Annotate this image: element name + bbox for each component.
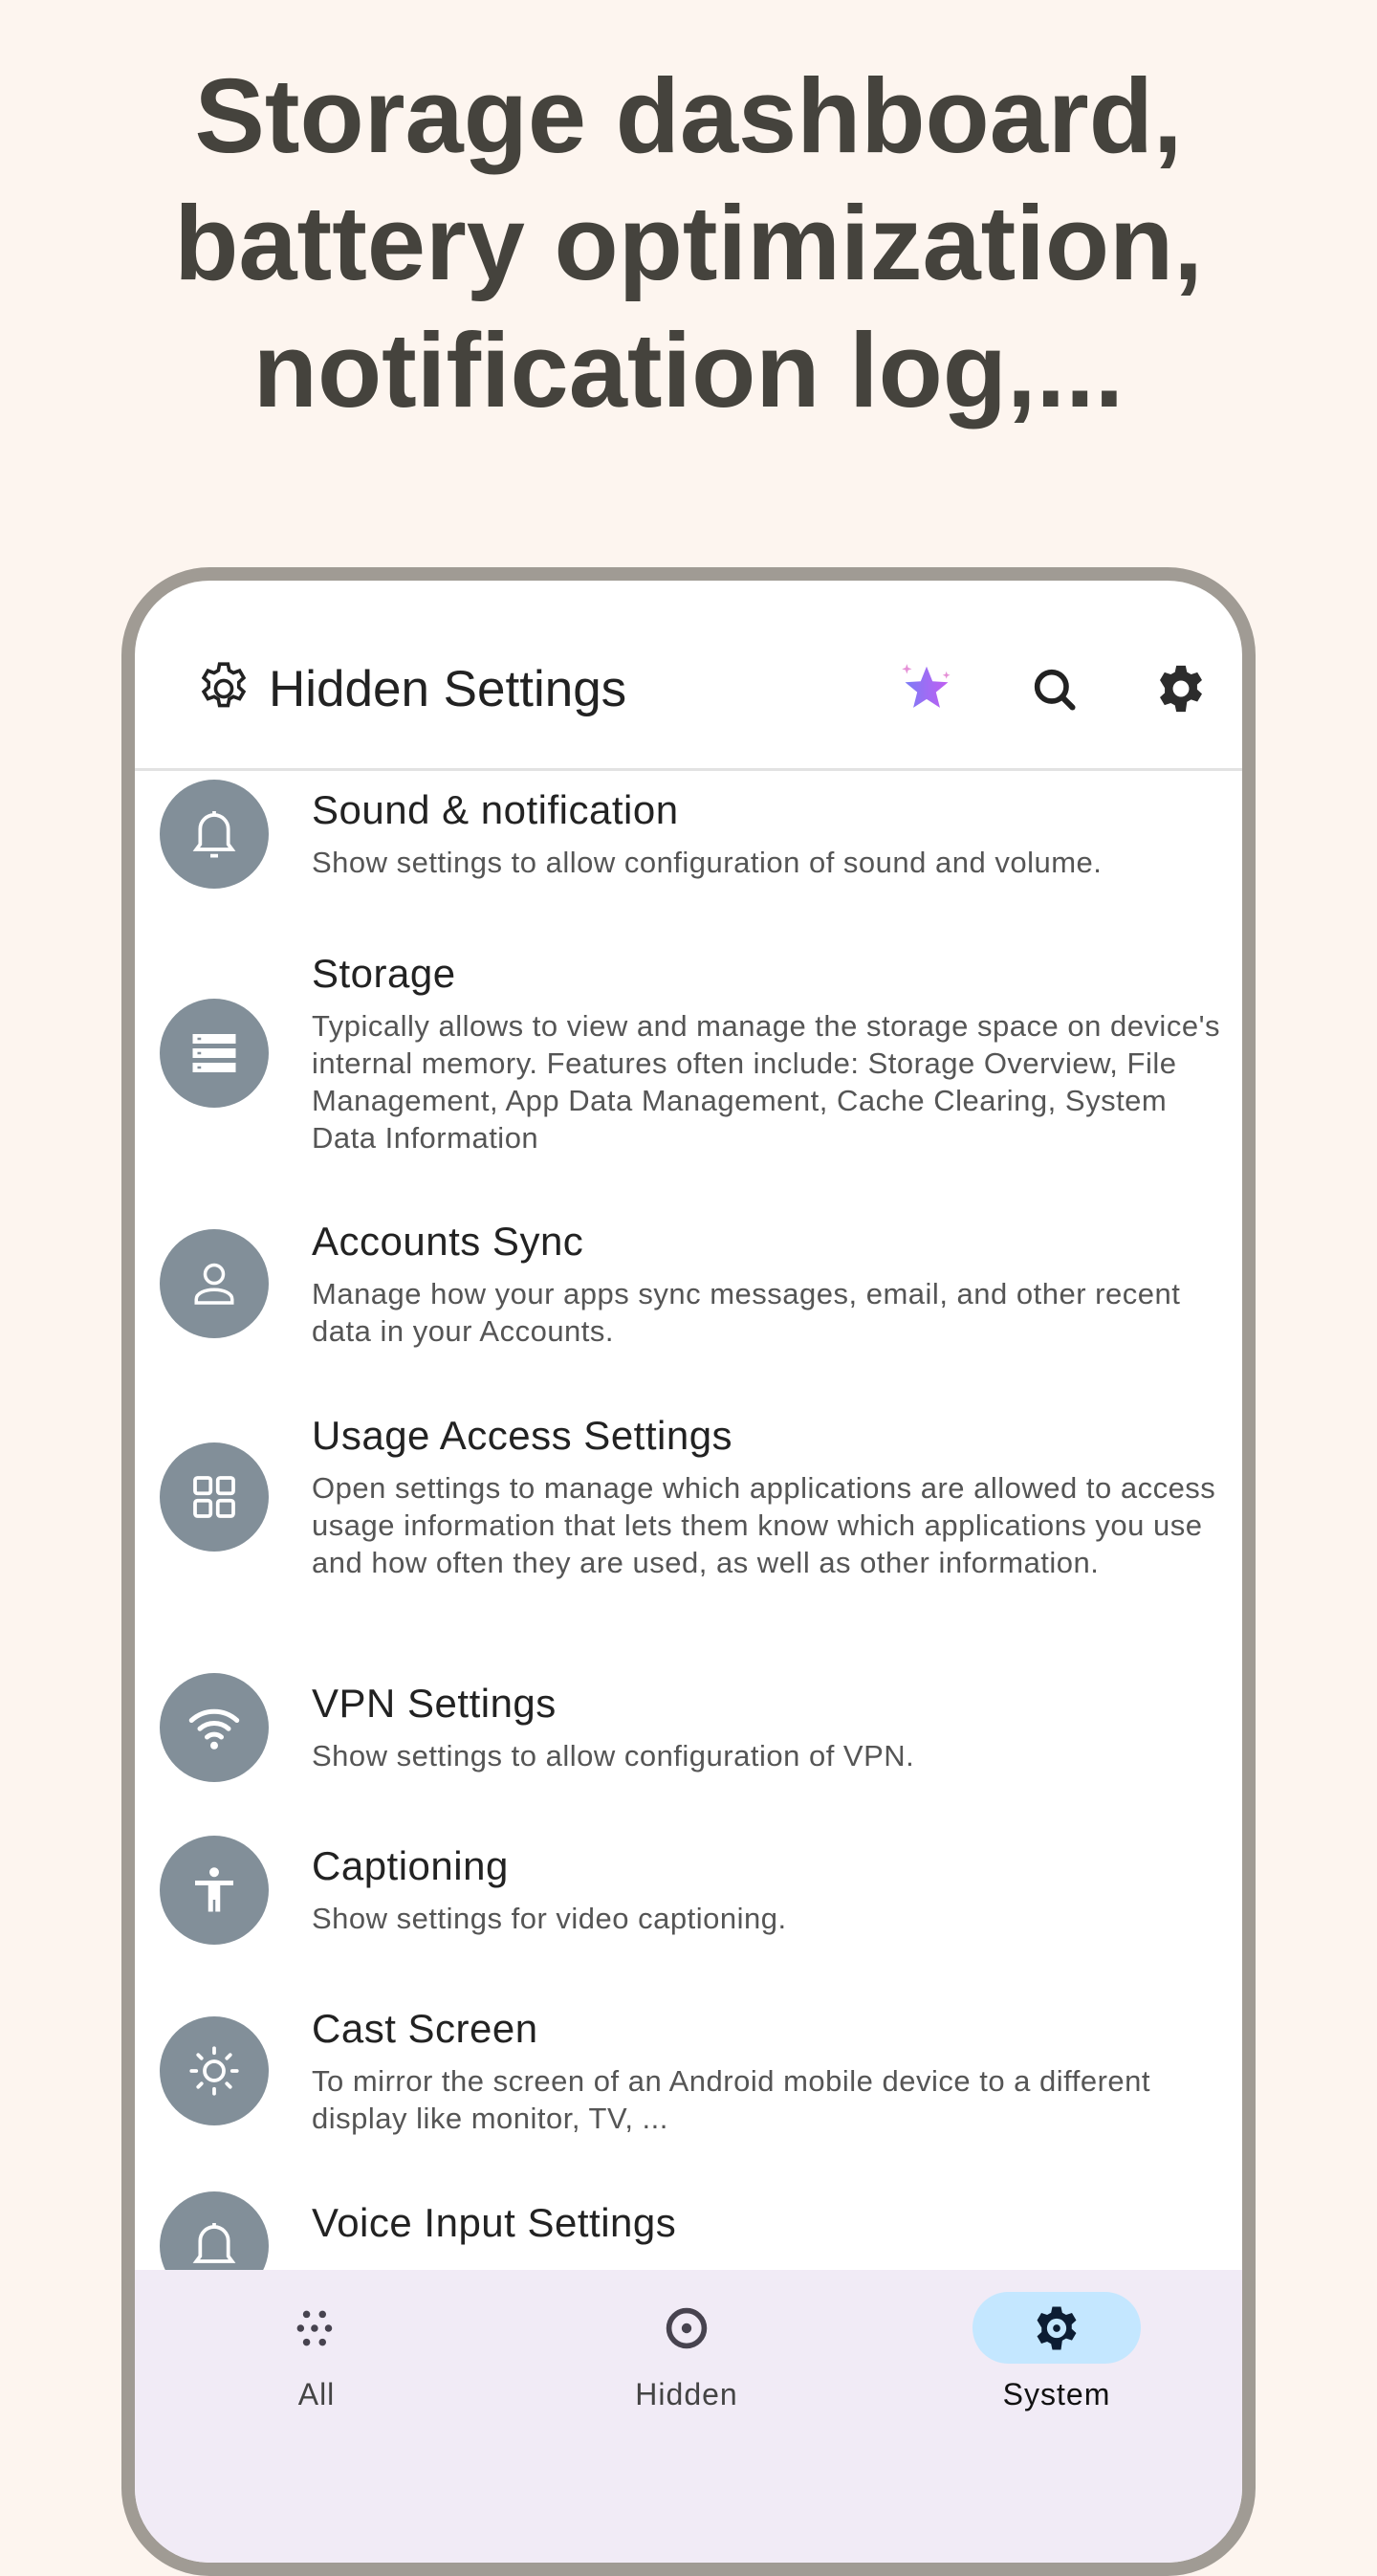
bell-icon [160,780,269,889]
tab-label: System [1002,2377,1111,2411]
search-icon [1029,664,1079,714]
settings-button[interactable] [1149,657,1213,720]
list-item-usage-access[interactable] [135,1412,1242,1581]
phone-frame [121,567,1256,2576]
tab-all[interactable] [173,2270,460,2461]
target-icon [602,2292,771,2364]
person-icon [160,1229,269,1338]
tab-system[interactable] [913,2270,1200,2461]
item-title: Cast Screen [312,2006,538,2051]
dots-icon [232,2292,401,2364]
list-item-voice-input[interactable] [135,2199,1242,2247]
bottom-navigation [135,2270,1242,2576]
active-indicator [973,2292,1141,2364]
item-title: Usage Access Settings [312,1413,733,1458]
list-item-vpn[interactable] [135,1680,1242,1774]
item-desc: Show settings for video captioning. [312,1902,787,1935]
list-item-captioning[interactable] [135,1842,1242,1937]
item-desc: Show settings to allow configuration of sound and volume. [312,846,1103,879]
headline-line: battery optimization, [174,185,1203,302]
item-title: VPN Settings [312,1681,557,1726]
wifi-icon [160,1673,269,1782]
item-title: Voice Input Settings [312,2200,677,2245]
app-bar [135,581,1242,771]
tab-label: All [297,2377,336,2411]
item-title: Accounts Sync [312,1219,584,1264]
item-title: Captioning [312,1843,509,1888]
grid-icon [160,1442,269,1552]
storage-icon [160,999,269,1108]
headline-line: Storage dashboard, [194,57,1183,175]
settings-icon [1153,661,1209,716]
search-button[interactable] [1022,657,1085,720]
list-item-accounts-sync[interactable] [135,1218,1242,1350]
item-desc: Open settings to manage which applications are allowed to access usage information that lets them know which applications you use and how often they are used, as well as other information. [312,1471,1216,1579]
headline [0,53,1377,434]
item-desc: Show settings to allow configuration of VPN. [312,1739,915,1772]
gear-outline-icon [194,659,253,718]
item-title: Sound & notification [312,787,679,832]
tab-hidden[interactable] [543,2270,830,2461]
headline-line: notification log,... [252,312,1125,429]
item-desc: Typically allows to view and manage the storage space on device's internal memory. Features often include: Storage Overview, File Management, App Data Management, Cache Clearing, System Data Information [312,1009,1220,1155]
premium-star-icon [897,659,956,718]
system-gear-icon [1031,2302,1082,2354]
brightness-icon [160,2016,269,2125]
app-title: Hidden Settings [269,661,627,717]
item-desc: Manage how your apps sync messages, email, and other recent data in your Accounts. [312,1277,1181,1348]
list-item-storage[interactable] [135,950,1242,1156]
list-item-sound[interactable] [135,786,1242,881]
tab-label: Hidden [635,2377,738,2411]
list-item-cast-screen[interactable] [135,2005,1242,2137]
accessibility-icon [160,1836,269,1945]
item-title: Storage [312,951,456,996]
item-desc: To mirror the screen of an Android mobile device to a different display like monitor, TV, ... [312,2064,1150,2135]
premium-button[interactable] [895,657,958,720]
